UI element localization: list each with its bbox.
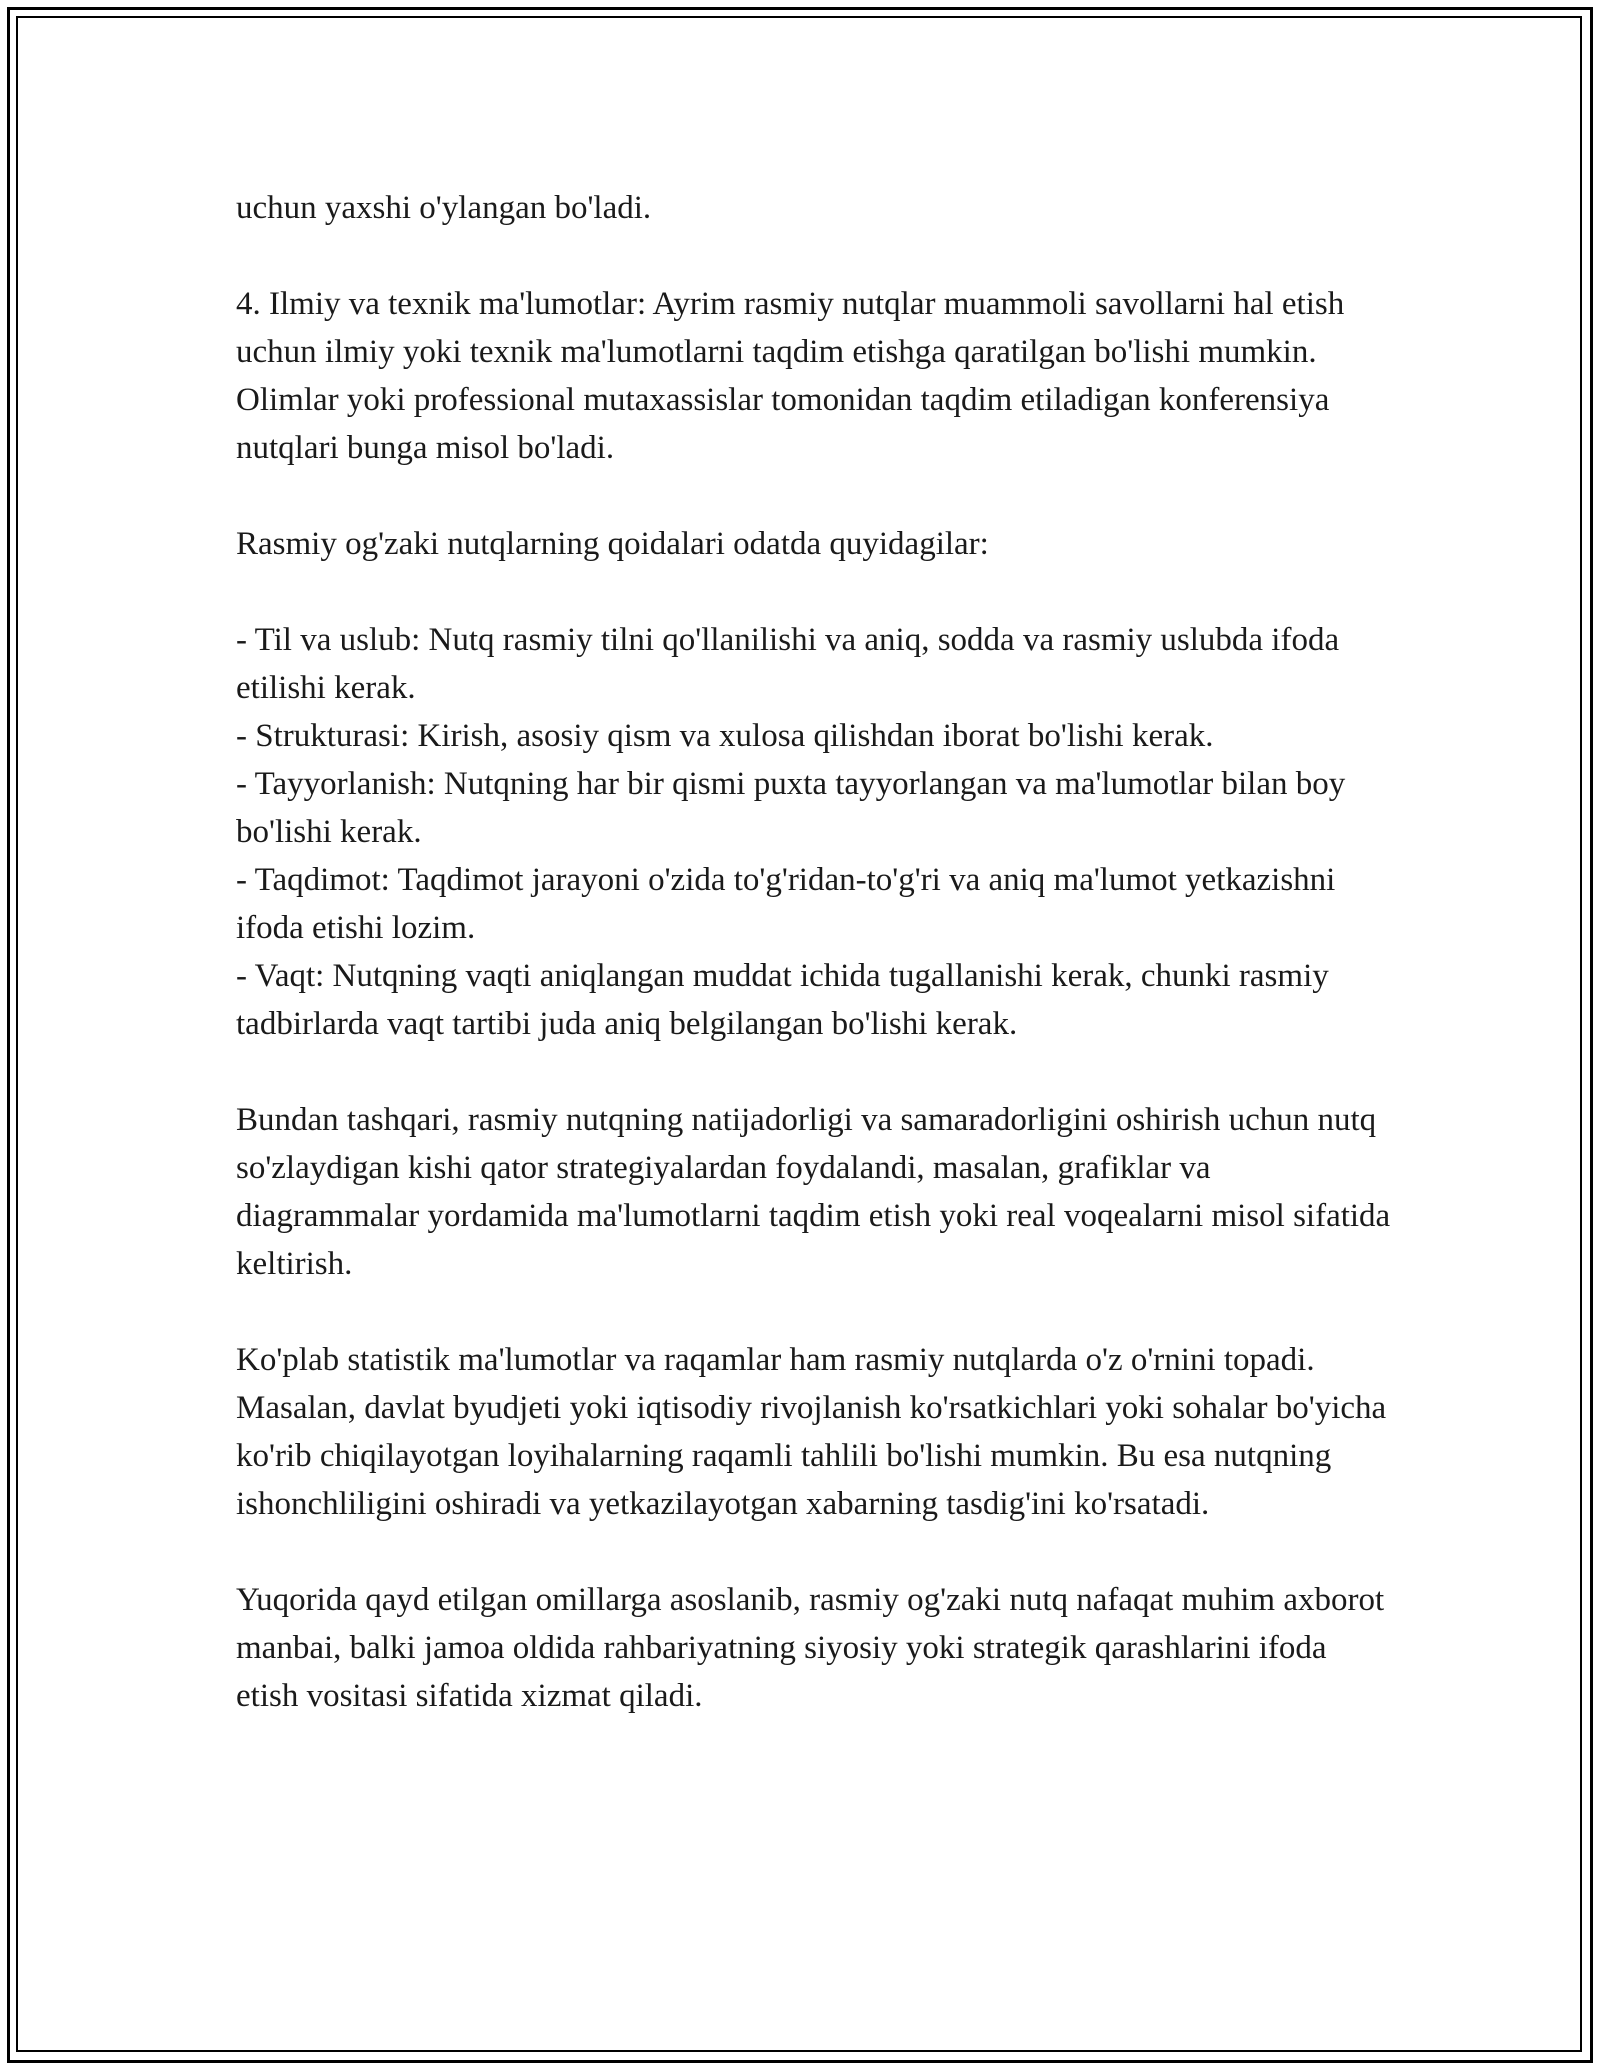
paragraph-statistics: Ko'plab statistik ma'lumotlar va raqamlar ham rasmiy nutqlarda o'z o'rnini topadi. Masalan, davlat byudjeti yoki iqtisodiy rivojlanish ko'rsatkichlari yoki sohalar bo'yicha ko'rib chiqilayotgan loyihalarning raqamli tahlili bo'lishi mumkin. Bu esa nutqning ishonchliligini oshiradi va yetkazilayotgan xabarning tasdig'ini ko'rsatadi. bbox=[236, 1342, 1387, 1522]
paragraph-scientific-technical: 4. Ilmiy va texnik ma'lumotlar: Ayrim rasmiy nutqlar muammoli savollarni hal etish uchun ilmiy yoki texnik ma'lumotlarni taqdim etishga qaratilgan bo'lishi mumkin. Olimlar yoki professional mutaxassislar tomonidan taqdim etiladigan konferensiya nutqlari bunga misol bo'ladi. bbox=[236, 286, 1345, 466]
paragraph-conclusion: Yuqorida qayd etilgan omillarga asoslanib, rasmiy og'zaki nutq nafaqat muhim axborot manbai, balki jamoa oldida rahbariyatning siyosiy yoki strategik qarashlarini ifoda etish vositasi sifatida xizmat qiladi. bbox=[236, 1582, 1385, 1714]
document-body bbox=[236, 184, 1396, 1720]
paragraph-rules-intro: Rasmiy og'zaki nutqlarning qoidalari odatda quyidagilar: bbox=[236, 526, 989, 562]
paragraph-strategies: Bundan tashqari, rasmiy nutqning natijadorligi va samaradorligini oshirish uchun nutq so'zlaydigan kishi qator strategiyalardan foydalandi, masalan, grafiklar va diagrammalar yordamida ma'lumotlarni taqdim etish yoki real voqealarni misol sifatida keltirish. bbox=[236, 1102, 1391, 1282]
rule-item-preparation: - Tayyorlanish: Nutqning har bir qismi puxta tayyorlangan va ma'lumotlar bilan boy bo'lishi kerak. bbox=[236, 766, 1346, 850]
rule-item-structure: - Strukturasi: Kirish, asosiy qism va xulosa qilishdan iborat bo'lishi kerak. bbox=[236, 718, 1214, 754]
rule-item-presentation: - Taqdimot: Taqdimot jarayoni o'zida to'g'ridan-to'g'ri va aniq ma'lumot yetkazishni ifoda etishi lozim. bbox=[236, 862, 1336, 946]
rules-list bbox=[236, 616, 1396, 1048]
rule-item-time: - Vaqt: Nutqning vaqti aniqlangan muddat ichida tugallanishi kerak, chunki rasmiy tadbirlarda vaqt tartibi juda aniq belgilangan bo'lishi kerak. bbox=[236, 958, 1329, 1042]
paragraph-continuation: uchun yaxshi o'ylangan bo'ladi. bbox=[236, 190, 652, 226]
rule-item-language-style: - Til va uslub: Nutq rasmiy tilni qo'llanilishi va aniq, sodda va rasmiy uslubda ifoda etilishi kerak. bbox=[236, 622, 1340, 706]
